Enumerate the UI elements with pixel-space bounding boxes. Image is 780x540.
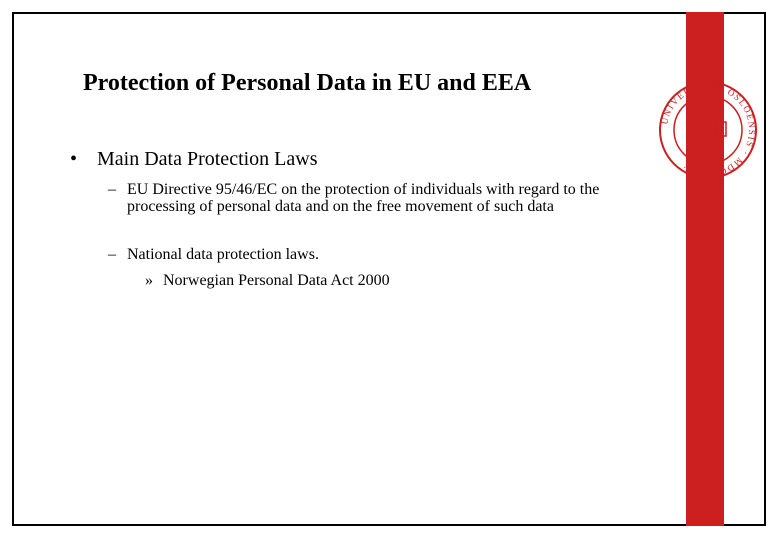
dash-icon: – bbox=[108, 181, 116, 198]
main-bullet-text: Main Data Protection Laws bbox=[97, 148, 318, 170]
slide-title: Protection of Personal Data in EU and EEA bbox=[83, 70, 532, 96]
sub-item-text: EU Directive 95/46/EC on the protection of individuals with regard to the processing of personal data and on the free movement of such data bbox=[127, 181, 600, 215]
svg-text:UNIVERSITAS OSLOENSIS · MDCCCX: UNIVERSITAS OSLOENSIS · MDCCCXI · bbox=[659, 80, 758, 180]
sub-sub-item-text: Norwegian Personal Data Act 2000 bbox=[163, 272, 390, 289]
bullet-icon: • bbox=[70, 148, 78, 170]
sub-sub-item bbox=[145, 272, 390, 290]
chevron-icon: » bbox=[145, 272, 153, 289]
university-seal-icon bbox=[656, 78, 760, 182]
dash-icon: – bbox=[108, 246, 116, 263]
sub-item-text: National data protection laws. bbox=[127, 246, 319, 263]
main-bullet bbox=[70, 148, 318, 171]
